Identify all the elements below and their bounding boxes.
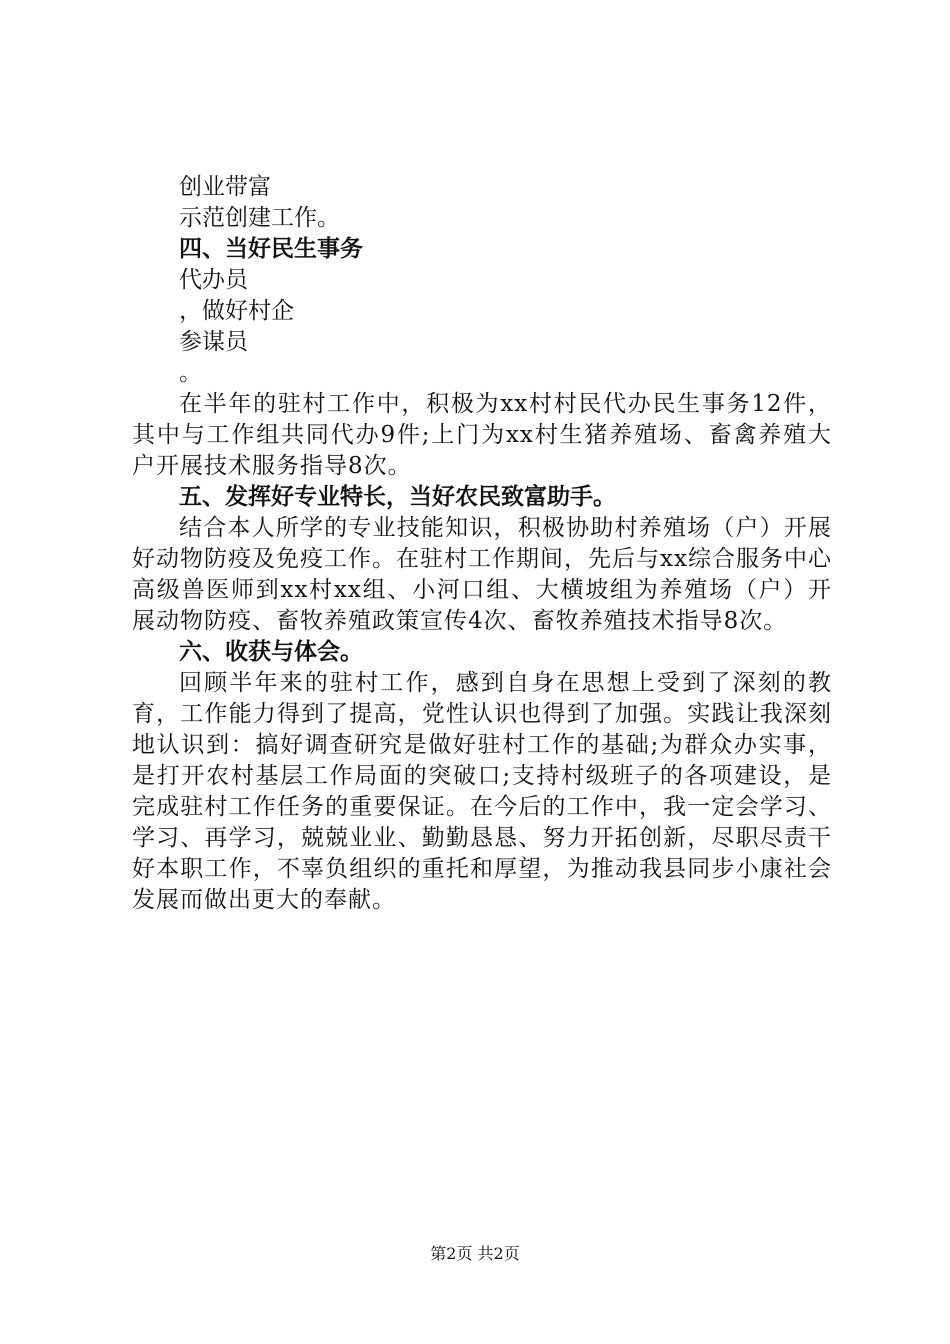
text-line: 创业带富 [179,174,271,200]
text-line: 。 [179,360,202,386]
document-body [132,172,832,916]
section-4-paragraph: 在半年的驻村工作中，积极为xx村村民代办民生事务12件，其中与工作组共同代办9件;上门为xx村生猪养殖场、畜禽养殖大户开展技术服务指导8次。 [132,391,832,479]
text-line: 代办员 [179,267,248,293]
section-heading-5: 五、发挥好专业特长，当好农民致富助手。 [179,484,616,510]
section-6-paragraph: 回顾半年来的驻村工作，感到自身在思想上受到了深刻的教育，工作能力得到了提高，党性认识也得到了加强。实践让我深刻地认识到：搞好调查研究是做好驻村工作的基础;为群众办实事，是打开农村基层工作局面的突破口;支持村级班子的各项建设，是完成驻村工作任务的重要保证。在今后的工作中，我一定会学习、学习、再学习，兢兢业业、勤勤恳恳、努力开拓创新，尽职尽责干好本职工作，不辜负组织的重托和厚望，为推动我县同步小康社会发展而做出更大的奉献。 [132,670,832,913]
section-5-paragraph: 结合本人所学的专业技能知识，积极协助村养殖场（户）开展好动物防疫及免疫工作。在驻村工作期间，先后与xx综合服务中心高级兽医师到xx村xx组、小河口组、大横坡组为养殖场（户）开展动物防疫、畜牧养殖政策宣传4次、畜牧养殖技术指导8次。 [132,515,832,634]
text-line: ，做好村企 [179,298,294,324]
section-heading-4: 四、当好民生事务 [179,236,363,262]
text-line: 参谋员 [179,329,248,355]
page-footer: 第2页 共2页 [430,1244,520,1263]
section-heading-6: 六、收获与体会。 [179,639,363,665]
text-line: 示范创建工作。 [179,205,340,231]
